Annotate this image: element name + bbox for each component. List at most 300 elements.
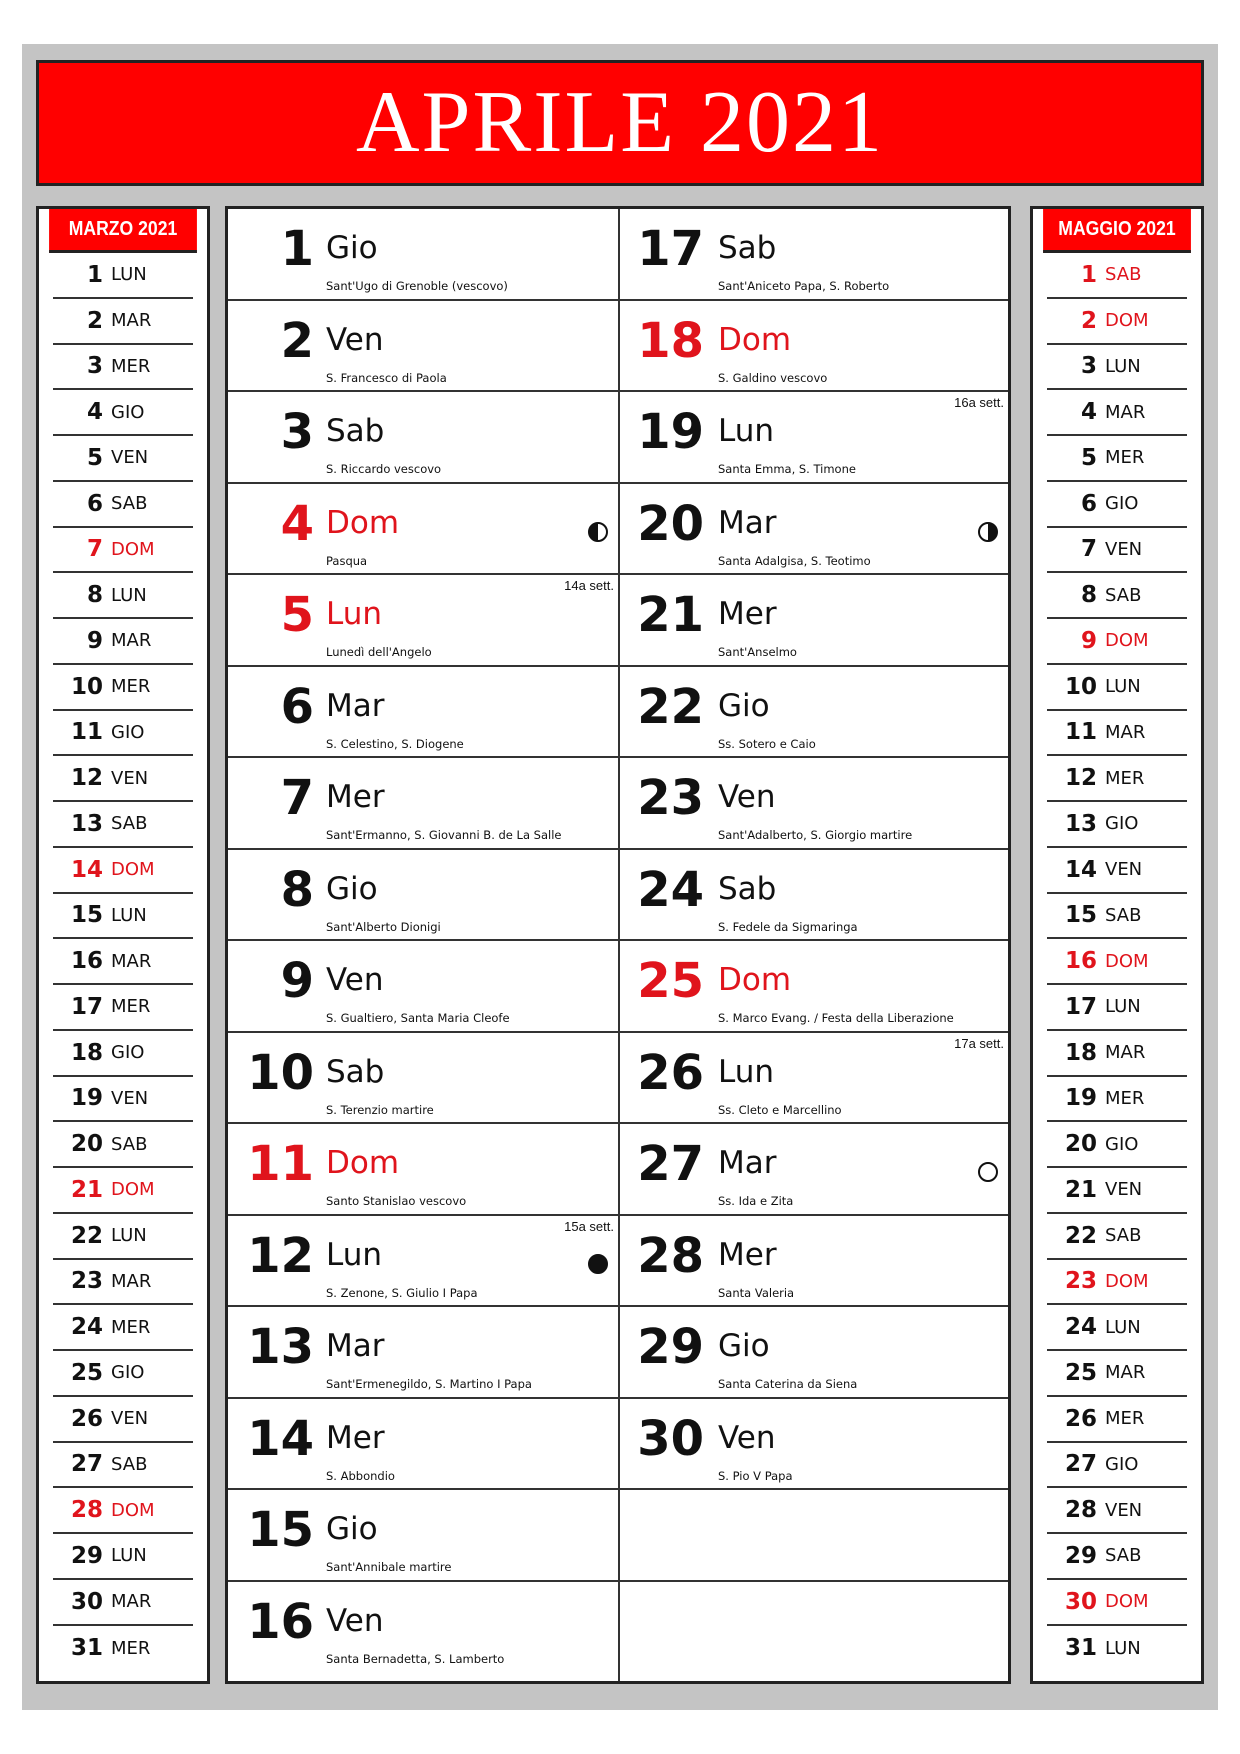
day-cell (228, 1490, 618, 1582)
mini-day-number: 13 (1064, 810, 1097, 837)
month-column-left (228, 209, 618, 1681)
mini-day-row (1047, 1122, 1187, 1168)
mini-day-row (1047, 756, 1187, 802)
day-cell (228, 1307, 618, 1399)
mini-day-number: 21 (1064, 1176, 1097, 1203)
mini-day-weekday: LUN (1105, 676, 1141, 698)
day-saint: S. Celestino, S. Diogene (326, 736, 464, 751)
day-weekday: Mer (326, 1419, 385, 1456)
mini-day-row (1047, 1351, 1187, 1397)
day-cell (620, 484, 1008, 576)
day-saint: Sant'Ermanno, S. Giovanni B. de La Salle (326, 828, 562, 842)
day-number: 17 (637, 221, 704, 277)
mini-day-row (53, 390, 193, 436)
day-number: 16 (247, 1593, 314, 1650)
mini-day-row (53, 528, 193, 574)
mini-day-number: 8 (86, 582, 103, 609)
mini-day-number: 5 (86, 444, 103, 471)
mini-day-weekday: SAB (1105, 1545, 1142, 1567)
day-weekday: Ven (718, 1419, 776, 1456)
day-weekday: Ven (326, 1602, 384, 1639)
mini-day-weekday: MER (111, 996, 151, 1018)
mini-day-row (53, 1168, 193, 1214)
mini-day-weekday: LUN (111, 1545, 147, 1567)
mini-day-row (1047, 802, 1187, 848)
day-cell (620, 758, 1008, 850)
empty-day-cell (620, 1490, 1008, 1582)
week-number: 17a sett. (954, 1035, 1004, 1051)
mini-day-row (1047, 619, 1187, 665)
mini-day-weekday: VEN (111, 1408, 149, 1430)
day-cell (620, 1033, 1008, 1125)
mini-day-row (53, 436, 193, 482)
mini-day-number: 14 (1064, 856, 1097, 883)
day-weekday: Ven (326, 321, 384, 358)
mini-day-number: 9 (86, 627, 103, 654)
day-weekday: Mar (326, 1328, 385, 1364)
day-weekday: Mer (326, 779, 385, 815)
day-number: 6 (280, 678, 314, 735)
mini-day-weekday: GIO (111, 721, 145, 743)
mini-day-row (53, 345, 193, 391)
day-cell (620, 667, 1008, 759)
day-saint: S. Riccardo vescovo (326, 462, 442, 476)
day-cell (228, 1033, 618, 1125)
mini-day-number: 3 (86, 353, 103, 380)
mini-day-row (53, 619, 193, 665)
mini-day-row (1047, 985, 1187, 1031)
month-column-right (618, 209, 1008, 1681)
mini-day-weekday: GIO (1105, 813, 1139, 835)
mini-day-number: 12 (1064, 765, 1097, 792)
day-weekday: Dom (326, 1145, 400, 1181)
day-number: 3 (280, 404, 314, 460)
mini-day-row (1047, 573, 1187, 619)
mini-day-weekday: DOM (111, 1499, 155, 1521)
day-number: 29 (637, 1319, 704, 1375)
day-weekday: Mer (718, 596, 777, 632)
day-weekday: Mar (718, 1145, 777, 1181)
mini-day-row (1047, 253, 1187, 299)
day-saint: Santo Stanislao vescovo (326, 1194, 467, 1208)
mini-day-row (1047, 1580, 1187, 1626)
mini-day-number: 6 (1080, 490, 1097, 517)
mini-day-number: 13 (70, 810, 103, 837)
mini-day-weekday: SAB (111, 1453, 148, 1475)
mini-day-row (53, 1580, 193, 1626)
mini-day-weekday: LUN (111, 264, 147, 286)
day-number: 30 (637, 1410, 704, 1467)
day-number: 4 (280, 495, 314, 552)
mini-day-number: 26 (1064, 1405, 1097, 1432)
day-number: 15 (247, 1502, 314, 1558)
mini-day-weekday: MAR (111, 1591, 152, 1613)
mini-day-weekday: VEN (1105, 1499, 1143, 1521)
day-weekday: Lun (326, 1236, 383, 1273)
day-saint: S. Fedele da Sigmaringa (718, 919, 858, 934)
mini-day-weekday: GIO (1105, 1133, 1139, 1155)
moon-phase-first-icon (978, 522, 998, 542)
mini-day-number: 24 (1064, 1314, 1097, 1341)
day-cell (620, 941, 1008, 1033)
mini-day-weekday: GIO (1105, 493, 1139, 515)
day-cell (228, 575, 618, 667)
day-saint: S. Francesco di Paola (326, 370, 447, 385)
mini-day-number: 18 (1064, 1039, 1097, 1066)
mini-day-row (53, 1397, 193, 1443)
mini-day-row (1047, 345, 1187, 391)
mini-day-row (53, 894, 193, 940)
day-saint: Lunedì dell'Angelo (326, 645, 432, 659)
mini-day-number: 4 (86, 399, 103, 426)
mini-day-weekday: MAR (111, 630, 152, 652)
day-cell (228, 1124, 618, 1216)
mini-day-number: 31 (1064, 1635, 1097, 1662)
mini-day-number: 16 (1064, 948, 1097, 975)
day-saint: Ss. Cleto e Marcellino (718, 1102, 842, 1117)
day-saint: Sant'Ermenegildo, S. Martino I Papa (326, 1377, 532, 1391)
day-saint: Pasqua (326, 553, 368, 568)
mini-day-weekday: DOM (1105, 310, 1149, 332)
day-weekday: Lun (718, 413, 775, 449)
mini-day-number: 6 (86, 490, 103, 517)
mini-day-weekday: MAR (1105, 1042, 1146, 1064)
day-weekday: Lun (326, 596, 383, 632)
day-number: 26 (637, 1044, 704, 1101)
empty-day-cell (620, 1582, 1008, 1674)
mini-day-row (53, 1626, 193, 1672)
mini-day-number: 3 (1080, 353, 1097, 380)
mini-day-row (53, 1260, 193, 1306)
mini-day-weekday: MER (111, 1316, 151, 1338)
mini-day-weekday: DOM (1105, 950, 1149, 972)
day-saint: S. Galdino vescovo (718, 370, 828, 385)
mini-day-weekday: MER (111, 355, 151, 377)
day-weekday: Dom (718, 321, 792, 358)
mini-day-weekday: DOM (111, 538, 155, 560)
title-banner (36, 60, 1204, 186)
mini-day-number: 23 (70, 1268, 103, 1295)
mini-day-weekday: DOM (111, 859, 155, 881)
mini-day-number: 21 (70, 1176, 103, 1203)
mini-day-number: 31 (70, 1635, 103, 1662)
day-saint: S. Marco Evang. / Festa della Liberazione (718, 1011, 954, 1025)
mini-day-row (53, 939, 193, 985)
mini-day-weekday: GIO (111, 401, 145, 423)
mini-day-number: 4 (1080, 399, 1097, 426)
mini-day-row (53, 1305, 193, 1351)
mini-day-number: 27 (70, 1451, 103, 1478)
day-number: 7 (280, 770, 314, 826)
mini-day-weekday: VEN (111, 1087, 149, 1109)
mini-day-weekday: DOM (1105, 1270, 1149, 1292)
mini-day-number: 10 (1064, 673, 1097, 700)
mini-day-row (1047, 1488, 1187, 1534)
day-saint: S. Terenzio martire (326, 1102, 434, 1117)
mini-day-row (1047, 436, 1187, 482)
mini-day-number: 11 (1064, 719, 1097, 746)
day-cell (228, 209, 618, 301)
day-cell (620, 850, 1008, 942)
day-cell (228, 1399, 618, 1491)
mini-day-number: 19 (1064, 1085, 1097, 1112)
day-number: 13 (247, 1319, 314, 1375)
week-number: 15a sett. (564, 1218, 614, 1234)
day-weekday: Gio (326, 870, 378, 907)
day-weekday: Gio (326, 230, 378, 266)
mini-day-weekday: SAB (1105, 264, 1142, 286)
mini-day-weekday: MER (111, 1637, 151, 1659)
day-number: 14 (247, 1410, 314, 1467)
mini-day-number: 29 (1064, 1542, 1097, 1569)
mini-day-weekday: LUN (1105, 1316, 1141, 1338)
next-month-list (1033, 253, 1201, 1671)
mini-day-number: 24 (70, 1314, 103, 1341)
mini-day-weekday: VEN (1105, 538, 1143, 560)
day-cell (228, 301, 618, 393)
day-weekday: Dom (326, 504, 400, 541)
mini-day-weekday: GIO (111, 1362, 145, 1384)
day-weekday: Mer (718, 1236, 777, 1273)
day-number: 23 (637, 770, 704, 826)
mini-day-number: 11 (70, 719, 103, 746)
mini-day-weekday: SAB (1105, 1225, 1142, 1247)
mini-day-row (53, 802, 193, 848)
mini-day-number: 20 (70, 1131, 103, 1158)
day-weekday: Mar (718, 504, 777, 541)
mini-day-weekday: SAB (111, 493, 148, 515)
day-number: 21 (637, 587, 704, 643)
next-month-panel (1030, 206, 1204, 1684)
mini-day-weekday: MER (1105, 1408, 1145, 1430)
mini-day-weekday: MER (1105, 447, 1145, 469)
day-weekday: Ven (718, 779, 776, 815)
day-cell (620, 301, 1008, 393)
day-weekday: Sab (718, 230, 777, 266)
mini-day-number: 7 (86, 536, 103, 563)
mini-day-weekday: MER (1105, 767, 1145, 789)
day-saint: Sant'Aniceto Papa, S. Roberto (718, 279, 890, 293)
day-weekday: Dom (718, 962, 792, 998)
mini-day-row (1047, 939, 1187, 985)
moon-phase-last-icon (588, 522, 608, 542)
mini-day-row (53, 299, 193, 345)
mini-day-number: 9 (1080, 627, 1097, 654)
day-saint: Santa Adalgisa, S. Teotimo (718, 553, 871, 568)
mini-day-weekday: MER (1105, 1087, 1145, 1109)
day-saint: S. Gualtiero, Santa Maria Cleofe (326, 1011, 510, 1025)
mini-day-row (53, 1443, 193, 1489)
mini-day-number: 22 (70, 1222, 103, 1249)
mini-day-number: 15 (70, 902, 103, 929)
mini-day-row (1047, 1168, 1187, 1214)
day-weekday: Mar (326, 687, 385, 724)
day-saint: Ss. Ida e Zita (718, 1194, 794, 1208)
mini-day-row (1047, 390, 1187, 436)
mini-day-row (53, 1031, 193, 1077)
mini-day-number: 28 (1064, 1497, 1097, 1524)
day-number: 19 (637, 404, 704, 460)
mini-day-number: 30 (1064, 1588, 1097, 1615)
mini-day-number: 2 (1080, 307, 1097, 334)
mini-day-weekday: LUN (1105, 996, 1141, 1018)
day-number: 8 (280, 861, 314, 918)
previous-month-panel (36, 206, 210, 1684)
moon-phase-full-icon (978, 1162, 998, 1182)
mini-day-row (53, 1534, 193, 1580)
day-cell (228, 941, 618, 1033)
day-weekday: Lun (718, 1053, 775, 1090)
day-number: 2 (280, 312, 314, 369)
mini-day-number: 16 (70, 948, 103, 975)
day-weekday: Ven (326, 962, 384, 998)
day-cell (620, 1124, 1008, 1216)
day-cell (620, 392, 1008, 484)
week-number: 14a sett. (564, 578, 614, 593)
mini-day-weekday: MAR (111, 310, 152, 332)
day-weekday: Gio (718, 687, 770, 724)
mini-day-weekday: LUN (1105, 355, 1141, 377)
mini-day-weekday: LUN (111, 584, 147, 606)
mini-day-number: 1 (86, 261, 103, 288)
day-cell (620, 209, 1008, 301)
mini-day-weekday: GIO (1105, 1453, 1139, 1475)
mini-day-number: 17 (1064, 993, 1097, 1020)
mini-day-row (53, 848, 193, 894)
mini-day-row (1047, 1031, 1187, 1077)
mini-day-number: 8 (1080, 582, 1097, 609)
day-cell (228, 758, 618, 850)
mini-day-weekday: VEN (111, 767, 149, 789)
previous-month-list (39, 253, 207, 1671)
mini-day-number: 20 (1064, 1131, 1097, 1158)
mini-day-row (53, 573, 193, 619)
mini-day-weekday: MAR (1105, 721, 1146, 743)
mini-day-weekday: MAR (1105, 1362, 1146, 1384)
day-number: 1 (280, 221, 314, 277)
mini-day-row (53, 756, 193, 802)
mini-day-row (1047, 299, 1187, 345)
day-number: 27 (637, 1136, 704, 1192)
mini-day-row (1047, 1397, 1187, 1443)
mini-day-row (1047, 1077, 1187, 1123)
day-number: 11 (247, 1136, 314, 1192)
mini-day-row (1047, 1626, 1187, 1672)
mini-day-weekday: LUN (111, 904, 147, 926)
day-weekday: Sab (326, 1053, 385, 1090)
mini-day-row (1047, 1443, 1187, 1489)
mini-day-number: 12 (70, 765, 103, 792)
day-number: 22 (637, 678, 704, 735)
day-saint: Sant'Anselmo (718, 645, 797, 659)
day-saint: Santa Emma, S. Timone (718, 462, 856, 476)
day-number: 24 (637, 861, 704, 918)
mini-day-number: 25 (1064, 1359, 1097, 1386)
mini-day-row (1047, 894, 1187, 940)
mini-day-number: 15 (1064, 902, 1097, 929)
day-number: 10 (247, 1044, 314, 1101)
mini-day-weekday: MAR (111, 950, 152, 972)
mini-day-number: 26 (70, 1405, 103, 1432)
day-weekday: Gio (326, 1511, 378, 1547)
mini-day-weekday: GIO (111, 1042, 145, 1064)
mini-day-number: 22 (1064, 1222, 1097, 1249)
mini-day-row (1047, 1534, 1187, 1580)
mini-day-weekday: SAB (111, 1133, 148, 1155)
mini-day-row (1047, 711, 1187, 757)
day-cell (228, 392, 618, 484)
day-weekday: Sab (326, 413, 385, 449)
mini-day-number: 28 (70, 1497, 103, 1524)
mini-day-row (1047, 1214, 1187, 1260)
day-saint: Sant'Alberto Dionigi (326, 919, 441, 934)
day-saint: Santa Bernadetta, S. Lamberto (326, 1651, 505, 1666)
mini-day-weekday: DOM (1105, 1591, 1149, 1613)
day-weekday: Sab (718, 870, 777, 907)
mini-day-number: 7 (1080, 536, 1097, 563)
mini-day-row (1047, 482, 1187, 528)
day-cell (620, 575, 1008, 667)
day-number: 25 (637, 953, 704, 1009)
mini-day-number: 2 (86, 307, 103, 334)
day-saint: S. Zenone, S. Giulio I Papa (326, 1285, 478, 1300)
day-cell (620, 1216, 1008, 1308)
mini-day-row (53, 985, 193, 1031)
mini-day-row (1047, 665, 1187, 711)
day-number: 20 (637, 495, 704, 552)
mini-day-weekday: VEN (1105, 859, 1143, 881)
mini-day-weekday: SAB (1105, 904, 1142, 926)
day-saint: Ss. Sotero e Caio (718, 736, 816, 751)
mini-day-row (53, 1214, 193, 1260)
mini-day-row (53, 665, 193, 711)
day-number: 12 (247, 1227, 314, 1284)
day-saint: Santa Caterina da Siena (718, 1377, 858, 1391)
mini-day-number: 1 (1080, 261, 1097, 288)
mini-day-number: 30 (70, 1588, 103, 1615)
mini-day-number: 19 (70, 1085, 103, 1112)
week-number: 16a sett. (954, 395, 1004, 410)
day-saint: Sant'Annibale martire (326, 1560, 452, 1574)
day-cell (228, 1216, 618, 1308)
day-saint: Santa Valeria (718, 1285, 795, 1300)
day-number: 9 (280, 953, 314, 1009)
mini-day-number: 18 (70, 1039, 103, 1066)
mini-day-weekday: SAB (111, 813, 148, 835)
moon-phase-new-icon (588, 1254, 608, 1274)
day-number: 5 (280, 587, 314, 643)
mini-day-row (53, 253, 193, 299)
mini-day-weekday: DOM (111, 1179, 155, 1201)
page-title: APRILE 2021 (356, 74, 884, 171)
next-month-title: MAGGIO 2021 (1043, 209, 1191, 253)
mini-day-row (1047, 1260, 1187, 1306)
day-cell (620, 1307, 1008, 1399)
mini-day-number: 25 (70, 1359, 103, 1386)
mini-day-number: 5 (1080, 444, 1097, 471)
mini-day-weekday: MAR (111, 1270, 152, 1292)
mini-day-weekday: MER (111, 676, 151, 698)
day-saint: S. Pio V Papa (718, 1468, 793, 1483)
previous-month-title: MARZO 2021 (49, 209, 197, 253)
mini-day-row (53, 482, 193, 528)
day-weekday: Gio (718, 1328, 770, 1364)
mini-day-number: 10 (70, 673, 103, 700)
mini-day-weekday: VEN (1105, 1179, 1143, 1201)
day-number: 18 (637, 312, 704, 369)
day-saint: Sant'Ugo di Grenoble (vescovo) (326, 279, 508, 293)
day-cell (228, 1582, 618, 1674)
